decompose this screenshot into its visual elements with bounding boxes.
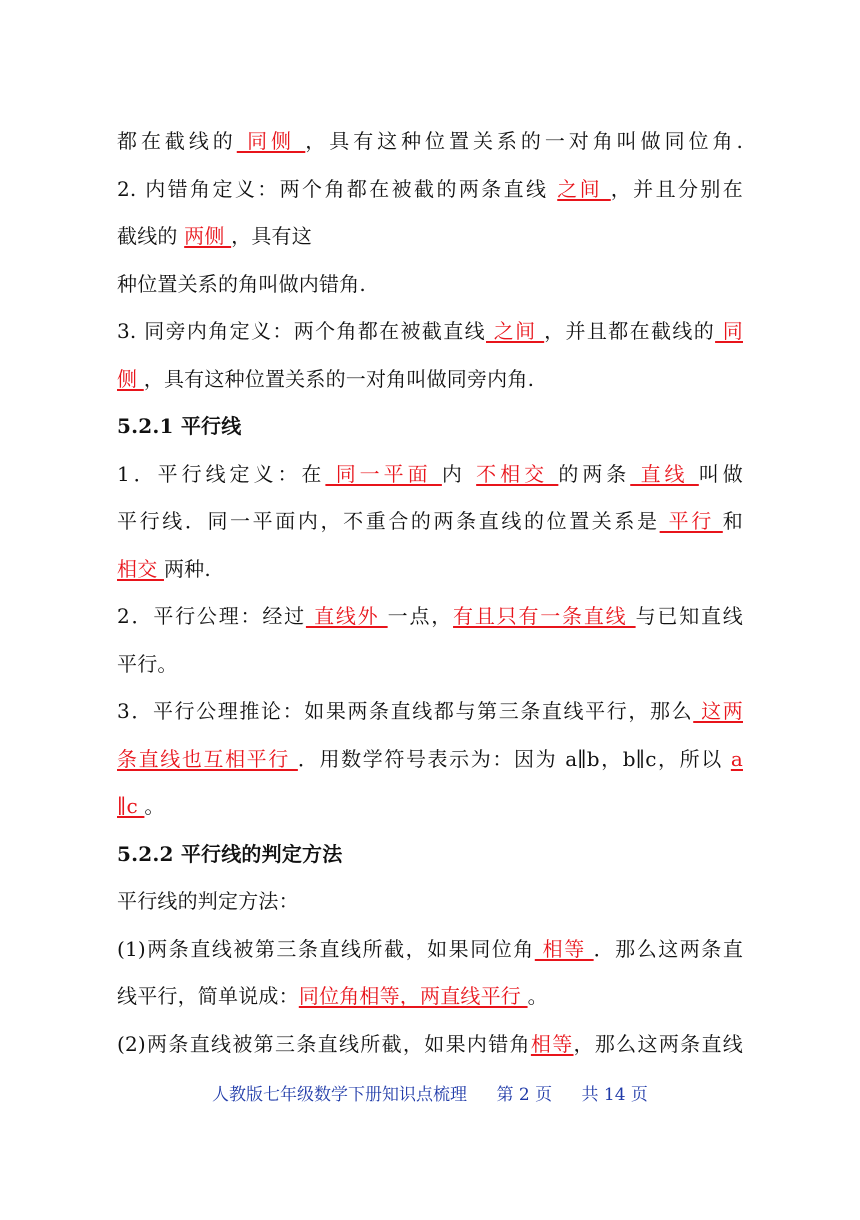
answer-blank: 这两 [693,699,743,723]
answer-blank: 之间 [486,319,545,343]
text-line: 平行线．同一平面内，不重合的两条直线的位置关系是 平行 和 [117,509,743,533]
text-line: 种位置关系的角叫做内错角. [117,271,366,296]
text-line: ∥c 。 [117,794,165,818]
text-line: (1)两条直线被第三条直线所截，如果同位角 相等 ．那么这两条直 [117,936,744,961]
page-footer [0,1082,860,1108]
text-line: 条直线也互相平行 ．用数学符号表示为：因为 a∥b，b∥c，所以 a [117,746,743,771]
section-heading: 5.2.2 平行线的判定方法 [117,841,343,866]
answer-blank: 直线 [630,461,699,486]
text-line: (2)两条直线被第三条直线所截，如果内错角相等，那么这两条直线 [117,1031,743,1056]
text-line: 都在截线的 同侧 ，具有这种位置关系的一对角叫做同位角. [117,129,743,153]
answer-blank: 之间 [557,176,611,201]
answer-blank: a [730,746,743,771]
page-content [117,118,743,1068]
answer-blank: 条直线也互相平行 [117,746,298,771]
text-line: 线平行，简单说成：同位角相等，两直线平行 。 [117,984,548,1008]
text-line: 侧 ，具有这种位置关系的一对角叫做同旁内角. [117,366,535,391]
text-line: 平行。 [117,651,178,676]
answer-blank: 两侧 [184,224,232,248]
text-line: 1．平行线定义：在 同一平面 内 不相交 的两条 直线 叫做 [117,461,743,486]
answer-blank: 同侧 [236,129,306,153]
answer-blank: 同 [715,319,743,343]
answer-blank: 不相交 [476,461,559,486]
answer-blank: 相交 [117,556,164,581]
text-line: 3．平行公理推论：如果两条直线都与第三条直线平行，那么 这两 [117,699,743,723]
footer-page-total: 共 14 页 [581,1085,648,1105]
text-line: 2．平行公理：经过 直线外 一点，有且只有一条直线 与已知直线 [117,604,744,628]
section-heading: 5.2.1 平行线 [117,414,242,438]
footer-page-number: 第 2 页 [496,1085,553,1105]
text-line: 2. 内错角定义：两个角都在被截的两条直线 之间 ，并且分别在 [117,176,743,201]
answer-blank: 有且只有一条直线 [453,604,636,628]
text-line: 相交 两种. [117,556,211,581]
text-line: 平行线的判定方法： [117,889,299,913]
answer-blank: 同位角相等，两直线平行 [298,984,528,1008]
answer-blank: ∥c [117,794,145,818]
answer-blank: 相等 [534,936,594,961]
footer-book-title: 人教版七年级数学下册知识点梳理 [212,1085,468,1105]
text-line: 截线的 两侧 ，具有这 [117,224,312,248]
answer-blank: 平行 [659,509,723,533]
answer-blank: 直线外 [305,604,388,628]
answer-blank: 侧 [117,366,144,391]
answer-blank: 同一平面 [325,461,442,486]
text-line: 3. 同旁内角定义：两个角都在被截直线 之间 ，并且都在截线的 同 [117,319,743,343]
answer-blank: 相等 [530,1031,574,1056]
